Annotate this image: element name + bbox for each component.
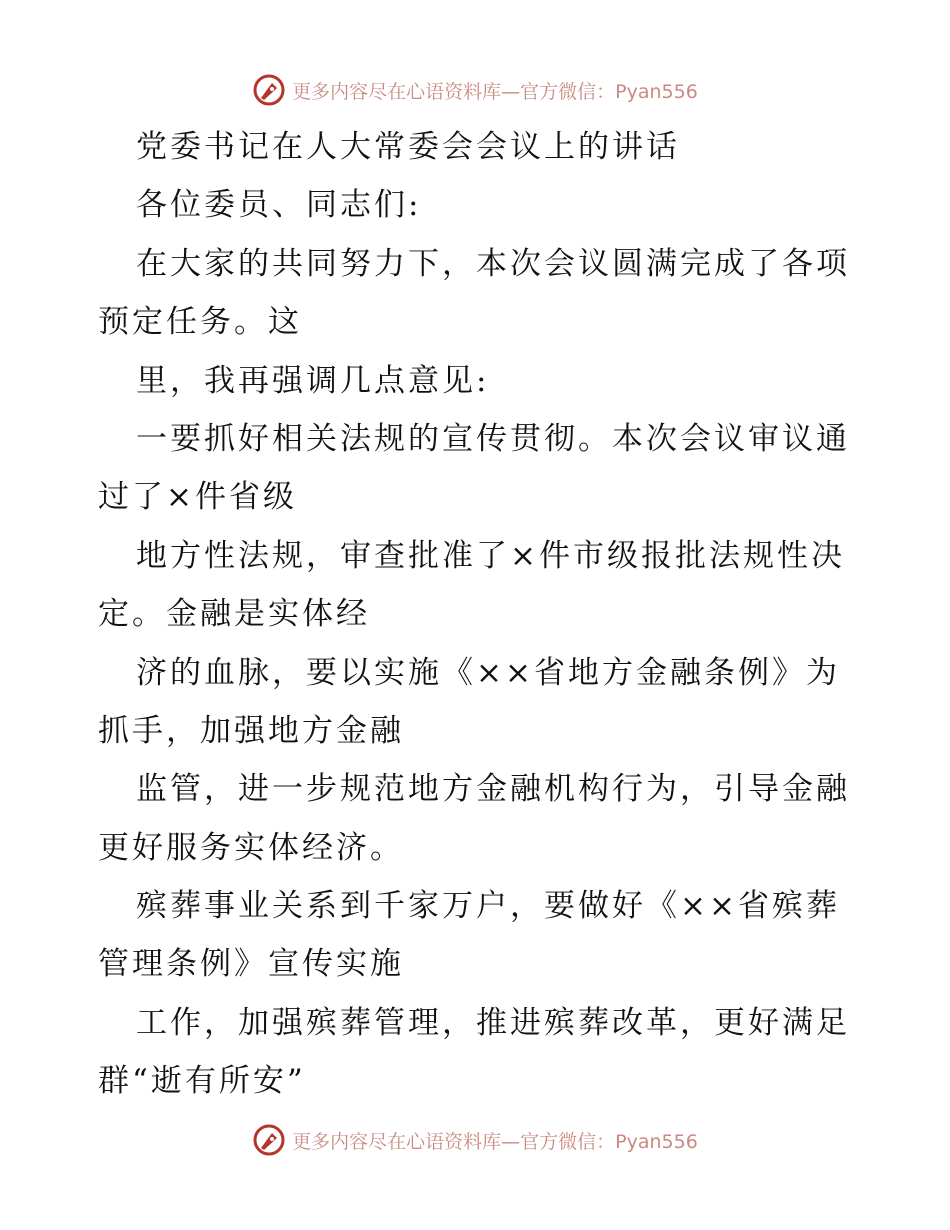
paragraph-line: 过了×件省级 xyxy=(98,479,297,516)
pen-nib-circle-icon xyxy=(252,1123,286,1157)
document-body xyxy=(98,118,858,1111)
header-watermark xyxy=(0,70,950,110)
footer-watermark xyxy=(0,1120,950,1160)
paragraph-line: 监管，进一步规范地方金融机构行为，引导金融 xyxy=(136,771,850,808)
pen-nib-circle-icon xyxy=(252,73,286,107)
paragraph-line: 各位委员、同志们: xyxy=(136,187,422,224)
paragraph-line: 一要抓好相关法规的宣传贯彻。本次会议审议通 xyxy=(136,420,850,457)
paragraph-line: 党委书记在人大常委会会议上的讲话 xyxy=(136,129,680,165)
paragraph-line: 抓手，加强地方金融 xyxy=(98,712,404,749)
paragraph-line: 里，我再强调几点意见: xyxy=(136,362,490,399)
paragraph-line: 更好服务实体经济。 xyxy=(98,829,404,866)
paragraph-line: 预定任务。这 xyxy=(98,304,302,341)
paragraph-line: 殡葬事业关系到千家万户，要做好《××省殡葬 xyxy=(136,888,840,925)
paragraph-line: 在大家的共同努力下，本次会议圆满完成了各项 xyxy=(136,245,850,282)
paragraph-line: 群“逝有所安” xyxy=(98,1063,306,1100)
watermark-text: 更多内容尽在心语资料库—官方微信：Pyan556 xyxy=(292,1130,698,1153)
paragraph-line: 定。金融是实体经 xyxy=(98,596,370,633)
paragraph-line: 地方性法规，审查批准了×件市级报批法规性决 xyxy=(136,537,845,574)
paragraph-line: 管理条例》宣传实施 xyxy=(98,946,404,983)
paragraph-line: 工作，加强殡葬管理，推进殡葬改革，更好满足 xyxy=(136,1004,850,1041)
paragraph-line: 济的血脉，要以实施《××省地方金融条例》为 xyxy=(136,654,840,691)
watermark-text: 更多内容尽在心语资料库—官方微信：Pyan556 xyxy=(292,80,698,103)
